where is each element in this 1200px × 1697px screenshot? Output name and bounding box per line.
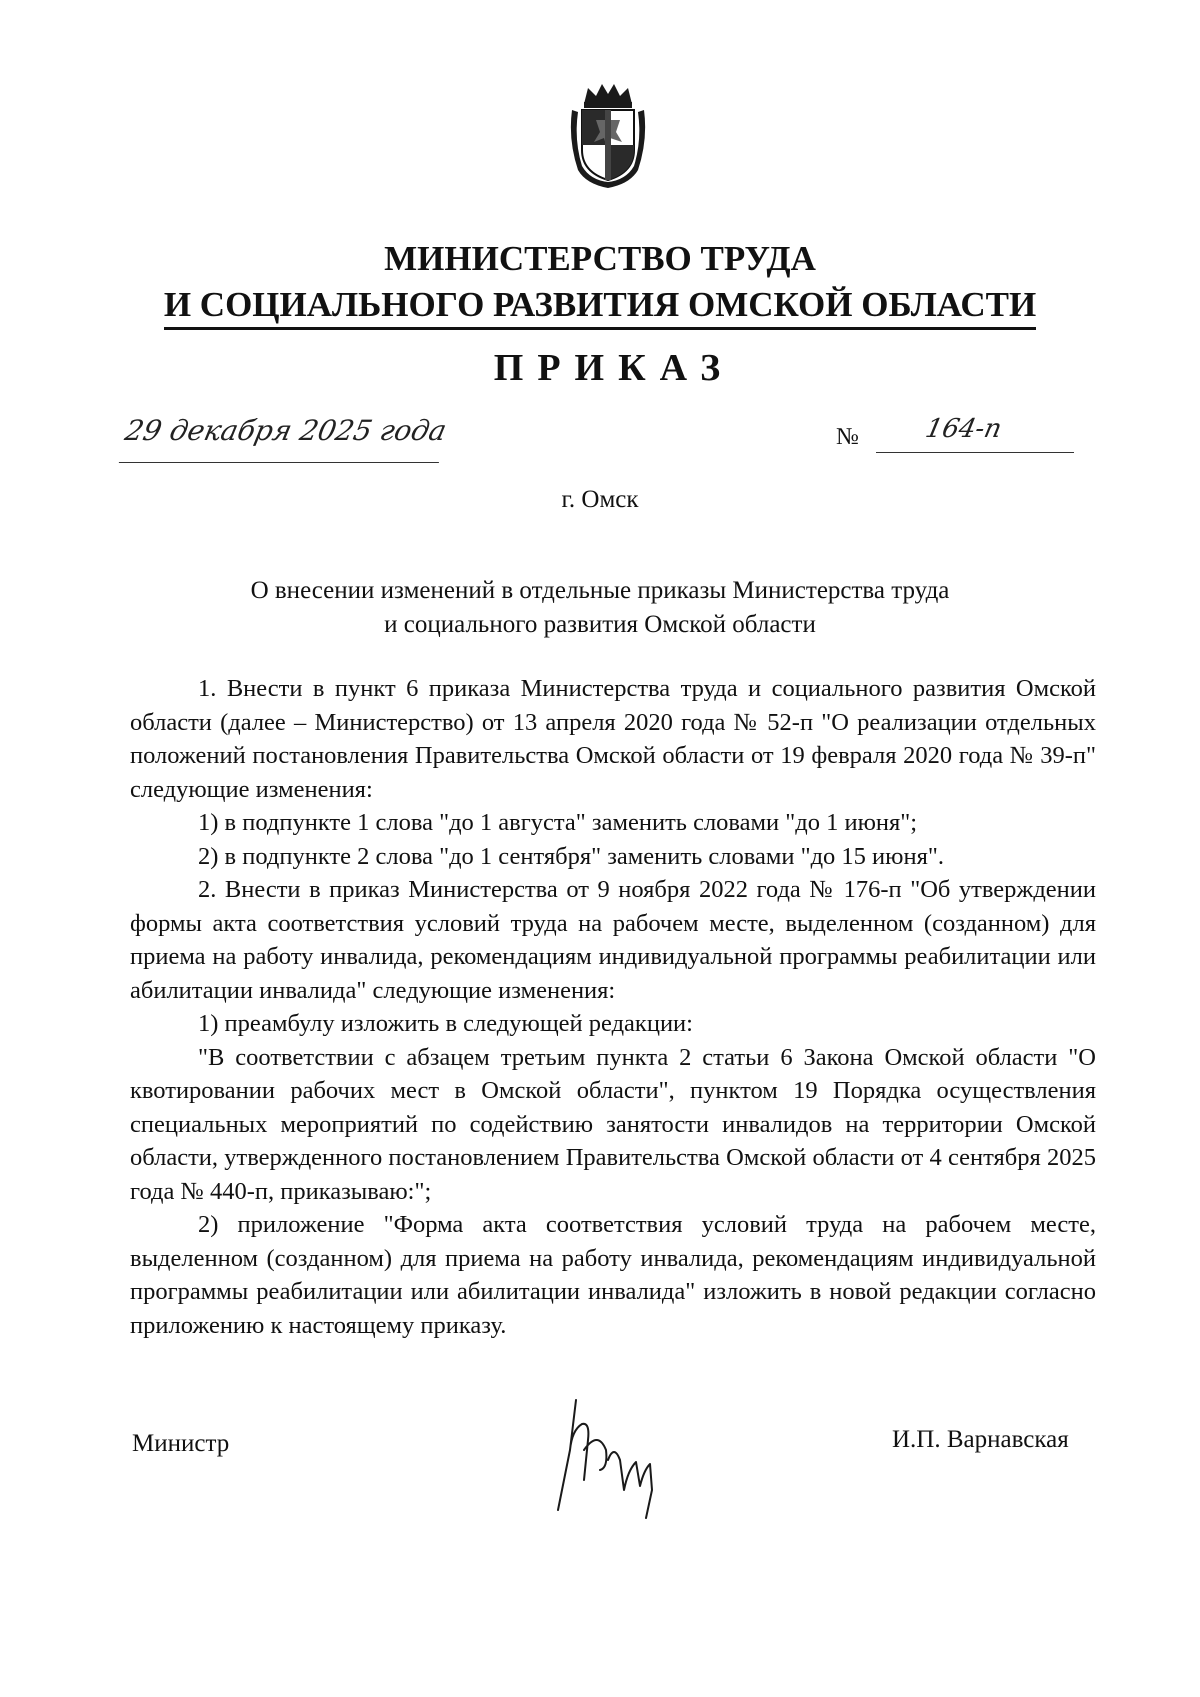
subject-line2: и социального развития Омской области (384, 611, 816, 638)
paragraph-subitem-2-1: 1) преамбулу изложить в следующей редакции: (198, 1010, 693, 1037)
city: г. Омск (561, 486, 639, 513)
paragraph-preamble-text: "В соответствии с абзацем третьим пункта 2 статьи 6 Закона Омской области "О квотировании рабочих мест в Омской области", пунктом 19 Порядка осуществления специальных мероприятий по содействию занятости инвалидов на территории Омской области, утвержденного постановлением Правительства Омской области от 4 сентября 2025 года № 440-п, приказываю:"; (130, 1043, 1096, 1205)
handwritten-order-number: 164-п (922, 414, 1005, 444)
signatory-role: Министр (132, 1430, 230, 1457)
paragraph-item-1: 1. Внести в пункт 6 приказа Министерства труда и социального развития Омской области (далее – Министерство) от 13 апреля 2020 года № 52-п "О реализации отдельных положений постановления Правительства Омской области от 19 февраля 2020 года № 39-п" следующие изменения: (130, 675, 1096, 803)
ministry-name-line2: И СОЦИАЛЬНОГО РАЗВИТИЯ ОМСКОЙ ОБЛАСТИ (164, 285, 1036, 330)
number-underline (876, 452, 1074, 453)
ministry-name-line1: МИНИСТЕРСТВО ТРУДА (384, 239, 816, 278)
subject-line1: О внесении изменений в отдельные приказы Министерства труда (250, 577, 950, 604)
order-number-field (836, 414, 1076, 460)
paragraph-subitem-2-2: 2) приложение "Форма акта соответствия условий труда на рабочем месте, выделенном (созданном) для приема на работу инвалида, рекомендациям индивидуальной программы реабилитации или абилитации инвалида" изложить в новой редакции согласно приложению к настоящему приказу. (130, 1211, 1096, 1339)
number-sign: № (836, 424, 859, 450)
paragraph-subitem-1-1: 1) в подпункте 1 слова "до 1 августа" заменить словами "до 1 июня"; (198, 809, 918, 836)
order-body (130, 672, 1096, 1342)
paragraph-subitem-1-2: 2) в подпункте 2 слова "до 1 сентября" заменить словами "до 15 июня". (198, 842, 944, 870)
handwritten-date: 29 декабря 2025 года (119, 414, 450, 463)
handwritten-signature (548, 1390, 678, 1520)
coat-of-arms-emblem (566, 80, 650, 190)
document-type-title: ПРИКАЗ (493, 347, 735, 389)
paragraph-item-2: 2. Внести в приказ Министерства от 9 ноября 2022 года № 176-п "Об утверждении формы акта соответствия условий труда на рабочем месте, выделенном (созданном) для приема на работу инвалида, рекомендациям индивидуальной программы реабилитации или абилитации инвалида" следующие изменения: (130, 876, 1096, 1004)
order-subject (0, 574, 1200, 642)
signatory-name: И.П. Варнавская (892, 1426, 1069, 1453)
ministry-name (0, 236, 1200, 330)
